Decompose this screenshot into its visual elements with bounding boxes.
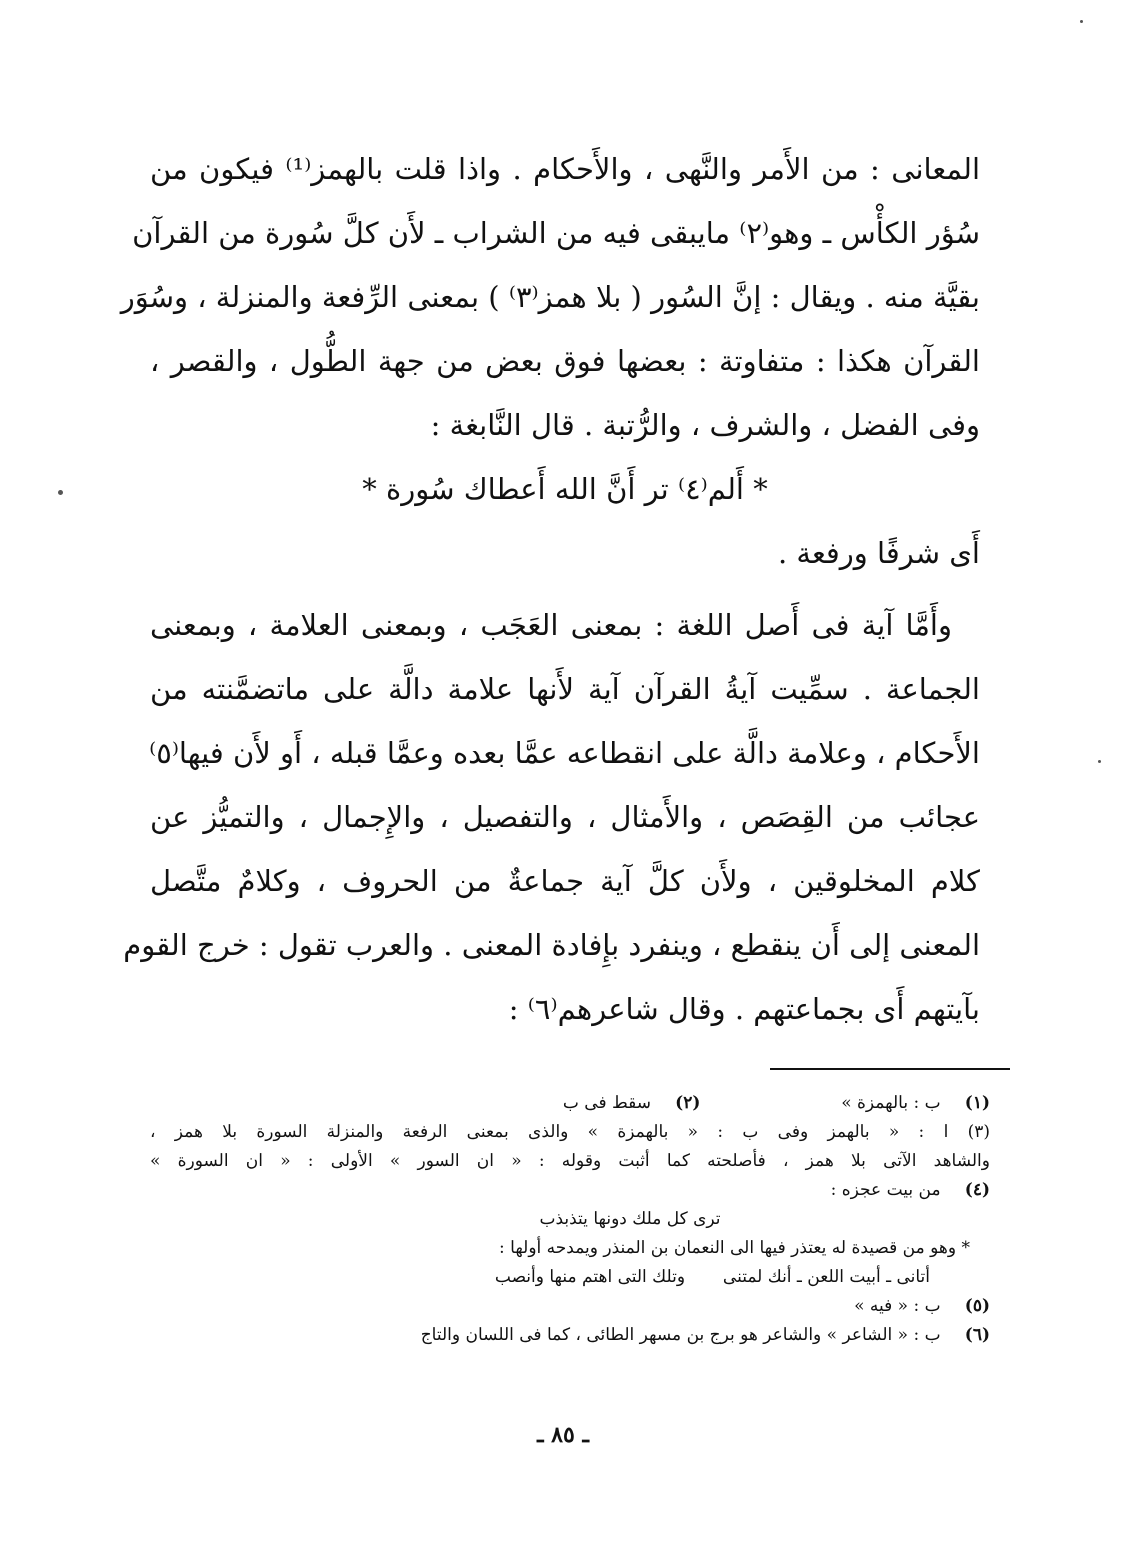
footnote-number: (٢) [675,1093,701,1113]
footnote-line [150,1092,990,1121]
scan-speck [1098,760,1101,763]
footnote-number: (٤) [964,1180,990,1200]
footnote-line [150,1324,990,1353]
text-line: الأَحكام ، وعلامة دالَّة على انقطاعه عمَّا بعده وعمَّا قبله ، أَو لأَن فيها⁽٥⁾ [149,736,980,770]
text-line: المعنى إلى أَن ينقطع ، وينفرد بإِفادة المعنى . والعرب تقول : خرج القوم [123,928,980,962]
text-line: سُؤر الكأْس ـ وهو⁽٢⁾ مايبقى فيه من الشراب ـ لأَن كلَّ سُورة من القرآن [132,216,980,250]
text-line: وفى الفضل ، والشرف ، والرُّتبة . قال النَّابغة : [430,408,980,442]
footnote-line: * وهو من قصيدة له يعتذر فيها الى النعمان بن المنذر ويمدحه أولها : [499,1238,970,1258]
footnote-text: سقط فى ب [562,1093,651,1113]
scan-speck [1080,20,1083,23]
footnote-text: ب : بالهمزة » [841,1093,941,1113]
page-number: ـ ٨٥ ـ [537,1422,589,1448]
text-line: بقيَّة منه . ويقال : إنَّ السُور ( بلا همز⁽٣⁾ ) بمعنى الرِّفعة والمنزلة ، وسُوَر [120,280,980,314]
footnote-line: (٣) ا : « بالهمز وفى ب : « بالهمزة » والذى بمعنى الرفعة والمنزلة السورة بلا همز ، [150,1122,990,1142]
text-line: عجائب من القِصَص ، والأَمثال ، والتفصيل ، والإِجمال ، والتميُّز عن [150,800,980,834]
text-line: المعانى : من الأَمر والنَّهى ، والأَحكام . واذا قلت بالهمز⁽¹⁾ فيكون من [150,152,980,186]
text-line: الجماعة . سمِّيت آيةُ القرآن آية لأَنها علامة دالَّة على ماتضمَّنته من [150,672,980,706]
footnote-text: ب : « الشاعر » والشاعر هو برج بن مسهر الطائى ، كما فى اللسان والتاج [420,1325,941,1345]
scan-speck [58,490,63,495]
footnote-number: (٥) [964,1296,990,1316]
footnote-text: ب : « فيه » [854,1296,941,1316]
footnote-line: والشاهد الآتى بلا همز ، فأصلحته كما أثبت وقوله : « ان السور » الأولى : « ان السورة » [150,1151,990,1171]
footnote-text: من بيت عجزه : [830,1180,941,1200]
text-line: بآيتهم أَى بجماعتهم . وقال شاعرهم⁽٦⁾ : [508,992,980,1026]
footnotes-block [150,1092,990,1353]
text-line: أَى شرفًا ورفعة . [777,536,980,570]
footnote-line [150,1179,990,1208]
footnote-poem: أتانى ـ أبيت اللعن ـ أنك لمتنى وتلك التى اهتم منها وأنصب [494,1267,930,1287]
text-line: كلام المخلوقين ، ولأَن كلَّ آية جماعةٌ من الحروف ، وكلامٌ متَّصل [150,864,980,898]
footnote-number: (٦) [964,1325,990,1345]
verse-line: * أَلم⁽٤⁾ تر أَنَّ الله أَعطاك سُورة * [362,472,768,506]
footnote-number: (١) [964,1093,990,1113]
text-line: وأَمَّا آية فى أَصل اللغة : بمعنى العَجَب ، وبمعنى العلامة ، وبمعنى [150,608,952,642]
main-text-block [120,148,980,1052]
text-line: القرآن هكذا : متفاوتة : بعضها فوق بعض من جهة الطُّول ، والقصر ، [150,344,980,378]
footnote-divider [770,1068,1010,1070]
footnote-hemistich: ترى كل ملك دونها يتذبذب [539,1209,721,1229]
footnote-line [150,1295,990,1324]
